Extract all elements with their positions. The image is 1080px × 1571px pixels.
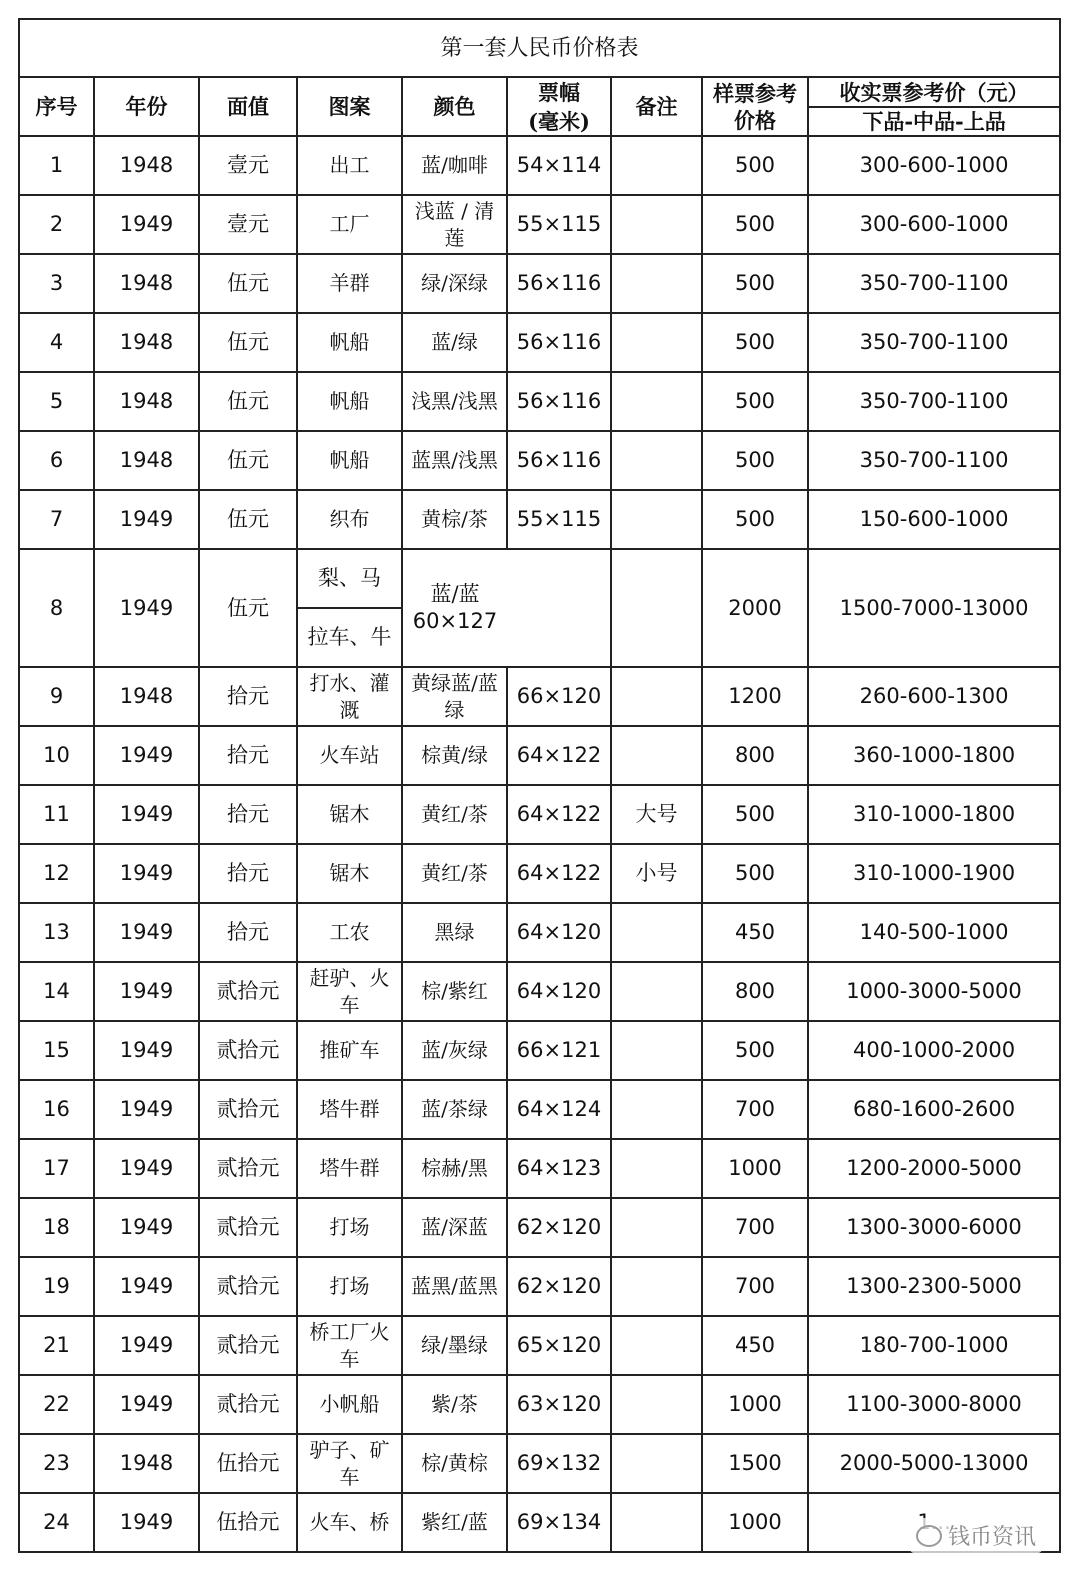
cell-year: 1949	[94, 1316, 199, 1375]
cell-real-price: 1500-7000-13000	[808, 549, 1060, 667]
cell-color: 棕赫/黑	[402, 1139, 507, 1198]
cell-note	[611, 490, 702, 549]
cell-color: 黄红/茶	[402, 785, 507, 844]
cell-year: 1949	[94, 1021, 199, 1080]
cell-specimen-price: 1000	[702, 1493, 808, 1552]
header-year: 年份	[94, 77, 199, 136]
cell-year: 1949	[94, 962, 199, 1021]
cell-note	[611, 372, 702, 431]
cell-color: 蓝/灰绿	[402, 1021, 507, 1080]
cell-year: 1949	[94, 785, 199, 844]
cell-note	[611, 313, 702, 372]
table-row	[19, 903, 1060, 962]
cell-specimen-price: 500	[702, 844, 808, 903]
cell-pattern: 锯木	[297, 844, 402, 903]
cell-seq: 17	[19, 1139, 94, 1198]
cell-denomination: 伍元	[199, 431, 297, 490]
cell-size: 62×120	[507, 1257, 611, 1316]
table-row	[19, 962, 1060, 1021]
cell-size-value: 60×127	[412, 609, 498, 633]
cell-year: 1948	[94, 372, 199, 431]
cell-denomination: 贰拾元	[199, 1080, 297, 1139]
cell-pattern: 工农	[297, 903, 402, 962]
cell-denomination: 贰拾元	[199, 1375, 297, 1434]
cell-seq: 14	[19, 962, 94, 1021]
header-size-unit: (毫米)	[507, 107, 611, 136]
cell-year: 1948	[94, 1434, 199, 1493]
cell-note	[611, 1139, 702, 1198]
header-size-top: 票幅	[507, 77, 611, 107]
cell-denomination: 拾元	[199, 726, 297, 785]
cell-color: 浅蓝 / 清莲	[402, 195, 507, 254]
cell-year: 1949	[94, 490, 199, 549]
header-pattern: 图案	[297, 77, 402, 136]
cell-real-price: 1000-3000-5000	[808, 962, 1060, 1021]
table-row	[19, 667, 1060, 726]
cell-pattern: 帆船	[297, 372, 402, 431]
cell-size: 64×122	[507, 785, 611, 844]
cell-specimen-price: 1500	[702, 1434, 808, 1493]
cell-note	[611, 254, 702, 313]
cell-pattern: 赶驴、火车	[297, 962, 402, 1021]
cell-denomination: 伍元	[199, 254, 297, 313]
cell-seq: 10	[19, 726, 94, 785]
cell-year: 1949	[94, 903, 199, 962]
cell-pattern: 打场	[297, 1198, 402, 1257]
table-row	[19, 1198, 1060, 1257]
cell-size: 64×120	[507, 903, 611, 962]
cell-note	[611, 1434, 702, 1493]
cell-real-price: 150-600-1000	[808, 490, 1060, 549]
cell-seq: 2	[19, 195, 94, 254]
cell-size: 64×122	[507, 844, 611, 903]
cell-specimen-price: 800	[702, 962, 808, 1021]
cell-year: 1949	[94, 549, 199, 667]
table-row	[19, 490, 1060, 549]
cell-seq: 16	[19, 1080, 94, 1139]
cell-size: 55×115	[507, 490, 611, 549]
cell-pattern-lower: 拉车、牛	[297, 608, 402, 667]
cell-color: 黄棕/茶	[402, 490, 507, 549]
cell-seq: 15	[19, 1021, 94, 1080]
header-specimen-price: 样票参考价格	[702, 77, 808, 136]
cell-note	[611, 195, 702, 254]
cell-pattern: 桥工厂火车	[297, 1316, 402, 1375]
table-row	[19, 1493, 1060, 1552]
cell-note	[611, 903, 702, 962]
cell-seq: 22	[19, 1375, 94, 1434]
cell-year: 1949	[94, 844, 199, 903]
cell-seq: 1	[19, 136, 94, 195]
cell-note	[611, 726, 702, 785]
cell-color: 蓝/绿	[402, 313, 507, 372]
cell-size: 64×122	[507, 726, 611, 785]
cell-specimen-price: 500	[702, 785, 808, 844]
cell-denomination: 拾元	[199, 844, 297, 903]
table-row	[19, 431, 1060, 490]
cell-real-price: 400-1000-2000	[808, 1021, 1060, 1080]
cell-year: 1948	[94, 667, 199, 726]
cell-color: 浅黑/浅黑	[402, 372, 507, 431]
cell-note	[611, 1257, 702, 1316]
cell-denomination: 拾元	[199, 903, 297, 962]
cell-year: 1949	[94, 726, 199, 785]
table-row	[19, 195, 1060, 254]
price-table	[18, 18, 1061, 1553]
cell-color	[402, 549, 507, 667]
cell-size: 56×116	[507, 372, 611, 431]
cell-note	[611, 1080, 702, 1139]
cell-seq: 12	[19, 844, 94, 903]
cell-specimen-price: 800	[702, 726, 808, 785]
table-row	[19, 844, 1060, 903]
header-color: 颜色	[402, 77, 507, 136]
cell-denomination: 伍元	[199, 372, 297, 431]
cell-color: 紫红/蓝	[402, 1493, 507, 1552]
table-row	[19, 1080, 1060, 1139]
cell-pattern: 打场	[297, 1257, 402, 1316]
cell-specimen-price: 450	[702, 903, 808, 962]
cell-pattern: 塔牛群	[297, 1139, 402, 1198]
cell-real-price: 300-600-1000	[808, 136, 1060, 195]
cell-specimen-price: 500	[702, 313, 808, 372]
cell-pattern: 塔牛群	[297, 1080, 402, 1139]
table-row	[19, 254, 1060, 313]
cell-real-price: 140-500-1000	[808, 903, 1060, 962]
cell-size: 56×116	[507, 254, 611, 313]
cell-year: 1948	[94, 313, 199, 372]
cell-color: 蓝/深蓝	[402, 1198, 507, 1257]
cell-seq: 6	[19, 431, 94, 490]
cell-denomination: 伍元	[199, 313, 297, 372]
cell-color: 蓝黑/蓝黑	[402, 1257, 507, 1316]
watermark-text: 钱币资讯	[947, 1525, 1036, 1550]
cell-real-price: 350-700-1100	[808, 431, 1060, 490]
cell-specimen-price: 700	[702, 1257, 808, 1316]
cell-specimen-price: 500	[702, 431, 808, 490]
cell-pattern: 打水、灌溉	[297, 667, 402, 726]
cell-specimen-price: 700	[702, 1080, 808, 1139]
cell-real-price: 350-700-1100	[808, 254, 1060, 313]
cell-real-price: 680-1600-2600	[808, 1080, 1060, 1139]
cell-seq: 18	[19, 1198, 94, 1257]
cell-year: 1949	[94, 1139, 199, 1198]
cell-real-price: 1300-2300-5000	[808, 1257, 1060, 1316]
cell-specimen-price: 500	[702, 136, 808, 195]
cell-denomination: 贰拾元	[199, 1257, 297, 1316]
cell-pattern-upper: 梨、马	[297, 549, 402, 608]
cell-denomination: 贰拾元	[199, 1198, 297, 1257]
cell-specimen-price: 700	[702, 1198, 808, 1257]
cell-color: 黄红/茶	[402, 844, 507, 903]
table-row	[19, 726, 1060, 785]
cell-pattern: 锯木	[297, 785, 402, 844]
cell-color: 蓝黑/浅黑	[402, 431, 507, 490]
cell-size: 66×120	[507, 667, 611, 726]
cell-color: 绿/墨绿	[402, 1316, 507, 1375]
cell-real-price: 1200-2000-5000	[808, 1139, 1060, 1198]
cell-denomination: 贰拾元	[199, 1316, 297, 1375]
cell-specimen-price: 1000	[702, 1375, 808, 1434]
cell-size: 63×120	[507, 1375, 611, 1434]
cell-note	[611, 136, 702, 195]
cell-size: 56×116	[507, 313, 611, 372]
cell-real-price: 2000-5000-13000	[808, 1434, 1060, 1493]
header-note: 备注	[611, 77, 702, 136]
cell-real-price: 360-1000-1800	[808, 726, 1060, 785]
table-row	[19, 1139, 1060, 1198]
cell-note	[611, 431, 702, 490]
cell-seq: 11	[19, 785, 94, 844]
cell-year: 1949	[94, 1375, 199, 1434]
cell-specimen-price: 500	[702, 254, 808, 313]
cell-specimen-price: 500	[702, 490, 808, 549]
cell-pattern: 羊群	[297, 254, 402, 313]
cell-year: 1949	[94, 195, 199, 254]
cell-size: 69×134	[507, 1493, 611, 1552]
cell-denomination: 伍元	[199, 549, 297, 667]
table-row	[19, 372, 1060, 431]
table-title: 第一套人民币价格表	[19, 19, 1060, 77]
cell-seq: 19	[19, 1257, 94, 1316]
cell-denomination: 伍拾元	[199, 1493, 297, 1552]
cell-seq: 13	[19, 903, 94, 962]
cell-specimen-price: 500	[702, 372, 808, 431]
table-row	[19, 136, 1060, 195]
cell-denomination: 拾元	[199, 667, 297, 726]
watermark	[910, 1518, 1042, 1553]
cell-specimen-price: 450	[702, 1316, 808, 1375]
cell-year: 1948	[94, 431, 199, 490]
cell-denomination: 壹元	[199, 195, 297, 254]
cell-denomination: 贰拾元	[199, 1021, 297, 1080]
header-denomination: 面值	[199, 77, 297, 136]
cell-denomination: 伍拾元	[199, 1434, 297, 1493]
header-grade-range: 下品-中品-上品	[808, 107, 1060, 136]
cell-real-price: 260-600-1300	[808, 667, 1060, 726]
cell-note	[611, 1198, 702, 1257]
cell-size: 65×120	[507, 1316, 611, 1375]
cell-note	[611, 1493, 702, 1552]
cell-pattern: 火车、桥	[297, 1493, 402, 1552]
table-row	[19, 785, 1060, 844]
cell-color: 黄绿蓝/蓝绿	[402, 667, 507, 726]
cell-note	[611, 667, 702, 726]
cell-denomination: 伍元	[199, 490, 297, 549]
cell-seq: 4	[19, 313, 94, 372]
cell-color: 棕/紫红	[402, 962, 507, 1021]
cell-real-price: 350-700-1100	[808, 372, 1060, 431]
cell-year: 1949	[94, 1080, 199, 1139]
cell-size	[507, 549, 611, 667]
cell-real-price: 300-600-1000	[808, 195, 1060, 254]
cell-note	[611, 1375, 702, 1434]
cell-size: 64×120	[507, 962, 611, 1021]
cell-year: 1948	[94, 254, 199, 313]
cell-size: 66×121	[507, 1021, 611, 1080]
wechat-icon	[916, 1525, 942, 1547]
cell-pattern: 帆船	[297, 313, 402, 372]
cell-pattern: 出工	[297, 136, 402, 195]
header-real-price: 收实票参考价（元）	[808, 77, 1060, 107]
table-row	[19, 1375, 1060, 1434]
header-seq: 序号	[19, 77, 94, 136]
cell-real-price: 310-1000-1800	[808, 785, 1060, 844]
cell-specimen-price: 1200	[702, 667, 808, 726]
cell-size: 56×116	[507, 431, 611, 490]
cell-color: 棕黄/绿	[402, 726, 507, 785]
cell-real-price: 350-700-1100	[808, 313, 1060, 372]
cell-note	[611, 549, 702, 667]
cell-color: 绿/深绿	[402, 254, 507, 313]
cell-seq: 9	[19, 667, 94, 726]
cell-size: 55×115	[507, 195, 611, 254]
cell-note	[611, 1316, 702, 1375]
cell-real-price: 180-700-1000	[808, 1316, 1060, 1375]
cell-specimen-price: 1000	[702, 1139, 808, 1198]
table-row	[19, 549, 1060, 608]
cell-pattern: 帆船	[297, 431, 402, 490]
cell-size: 54×114	[507, 136, 611, 195]
cell-seq: 7	[19, 490, 94, 549]
cell-size: 69×132	[507, 1434, 611, 1493]
table-row	[19, 1434, 1060, 1493]
cell-denomination: 拾元	[199, 785, 297, 844]
cell-color: 棕/黄棕	[402, 1434, 507, 1493]
cell-real-price: 310-1000-1900	[808, 844, 1060, 903]
cell-year: 1949	[94, 1257, 199, 1316]
cell-pattern: 火车站	[297, 726, 402, 785]
cell-specimen-price: 2000	[702, 549, 808, 667]
cell-note: 小号	[611, 844, 702, 903]
cell-note	[611, 1021, 702, 1080]
cell-note	[611, 962, 702, 1021]
cell-pattern: 驴子、矿车	[297, 1434, 402, 1493]
cell-seq: 3	[19, 254, 94, 313]
cell-size: 64×123	[507, 1139, 611, 1198]
table-row	[19, 1257, 1060, 1316]
cell-seq: 21	[19, 1316, 94, 1375]
cell-note: 大号	[611, 785, 702, 844]
cell-pattern: 小帆船	[297, 1375, 402, 1434]
cell-pattern: 工厂	[297, 195, 402, 254]
cell-seq: 5	[19, 372, 94, 431]
cell-color: 紫/茶	[402, 1375, 507, 1434]
cell-year: 1948	[94, 136, 199, 195]
cell-pattern: 织布	[297, 490, 402, 549]
cell-seq: 24	[19, 1493, 94, 1552]
cell-size: 64×124	[507, 1080, 611, 1139]
cell-color: 蓝/茶绿	[402, 1080, 507, 1139]
cell-year: 1949	[94, 1493, 199, 1552]
cell-color: 黑绿	[402, 903, 507, 962]
table-row	[19, 1316, 1060, 1375]
cell-real-price: 1100-3000-8000	[808, 1375, 1060, 1434]
table-row	[19, 313, 1060, 372]
cell-pattern: 推矿车	[297, 1021, 402, 1080]
cell-year: 1949	[94, 1198, 199, 1257]
cell-seq: 8	[19, 549, 94, 667]
cell-color-value: 蓝/蓝	[430, 582, 480, 606]
table-row	[19, 1021, 1060, 1080]
cell-specimen-price: 500	[702, 195, 808, 254]
cell-specimen-price: 500	[702, 1021, 808, 1080]
cell-real-price: 1300-3000-6000	[808, 1198, 1060, 1257]
cell-color: 蓝/咖啡	[402, 136, 507, 195]
cell-denomination: 贰拾元	[199, 962, 297, 1021]
cell-seq: 23	[19, 1434, 94, 1493]
cell-size: 62×120	[507, 1198, 611, 1257]
cell-denomination: 壹元	[199, 136, 297, 195]
cell-denomination: 贰拾元	[199, 1139, 297, 1198]
